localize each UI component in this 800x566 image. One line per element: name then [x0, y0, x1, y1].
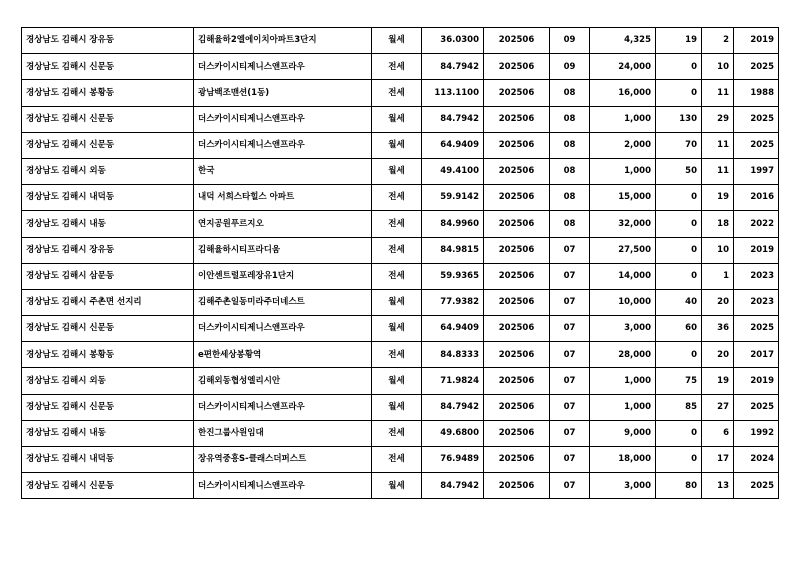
table-row — [22, 185, 779, 211]
contract-ym-cell: 202506 — [484, 447, 550, 473]
table-row — [22, 289, 779, 315]
contract-day-cell: 09 — [550, 54, 590, 80]
floor-cell: 20 — [702, 342, 734, 368]
complex-name-cell: 장유역중흥S-클래스더퍼스트 — [194, 447, 372, 473]
contract-ym-cell: 202506 — [484, 316, 550, 342]
area-cell: 76.9489 — [422, 447, 484, 473]
area-cell: 113.1100 — [422, 80, 484, 106]
rent-transaction-table — [21, 27, 779, 499]
build-year-cell: 1988 — [734, 80, 779, 106]
build-year-cell: 2019 — [734, 368, 779, 394]
table-row — [22, 263, 779, 289]
contract-ym-cell: 202506 — [484, 342, 550, 368]
floor-cell: 6 — [702, 420, 734, 446]
deposit-cell: 1,000 — [590, 394, 656, 420]
floor-cell: 10 — [702, 237, 734, 263]
monthly-rent-cell: 60 — [656, 316, 702, 342]
build-year-cell: 2019 — [734, 237, 779, 263]
table-row — [22, 368, 779, 394]
contract-ym-cell: 202506 — [484, 263, 550, 289]
lease-type-cell: 전세 — [372, 211, 422, 237]
address-cell: 경상남도 김해시 신문동 — [22, 394, 194, 420]
contract-day-cell: 08 — [550, 158, 590, 184]
deposit-cell: 24,000 — [590, 54, 656, 80]
contract-ym-cell: 202506 — [484, 54, 550, 80]
build-year-cell: 2017 — [734, 342, 779, 368]
complex-name-cell: e편한세상봉황역 — [194, 342, 372, 368]
build-year-cell: 2023 — [734, 289, 779, 315]
deposit-cell: 1,000 — [590, 158, 656, 184]
address-cell: 경상남도 김해시 내동 — [22, 420, 194, 446]
build-year-cell: 2016 — [734, 185, 779, 211]
contract-day-cell: 07 — [550, 263, 590, 289]
contract-ym-cell: 202506 — [484, 211, 550, 237]
contract-day-cell: 07 — [550, 237, 590, 263]
monthly-rent-cell: 70 — [656, 132, 702, 158]
address-cell: 경상남도 김해시 삼문동 — [22, 263, 194, 289]
address-cell: 경상남도 김해시 봉황동 — [22, 80, 194, 106]
complex-name-cell: 더스카이시티제니스앤프라우 — [194, 316, 372, 342]
lease-type-cell: 월세 — [372, 316, 422, 342]
complex-name-cell: 광남백조맨션(1동) — [194, 80, 372, 106]
floor-cell: 17 — [702, 447, 734, 473]
table-row — [22, 394, 779, 420]
monthly-rent-cell: 0 — [656, 342, 702, 368]
area-cell: 59.9142 — [422, 185, 484, 211]
area-cell: 84.9815 — [422, 237, 484, 263]
address-cell: 경상남도 김해시 외동 — [22, 158, 194, 184]
complex-name-cell: 더스카이시티제니스앤프라우 — [194, 106, 372, 132]
table-row — [22, 447, 779, 473]
complex-name-cell: 이안센트럴포레장유1단지 — [194, 263, 372, 289]
table-row — [22, 237, 779, 263]
complex-name-cell: 더스카이시티제니스앤프라우 — [194, 132, 372, 158]
build-year-cell: 2025 — [734, 473, 779, 499]
contract-ym-cell: 202506 — [484, 237, 550, 263]
complex-name-cell: 김해율하2엘에이치아파트3단지 — [194, 28, 372, 54]
contract-day-cell: 08 — [550, 106, 590, 132]
address-cell: 경상남도 김해시 신문동 — [22, 132, 194, 158]
contract-day-cell: 07 — [550, 447, 590, 473]
lease-type-cell: 월세 — [372, 158, 422, 184]
table-row — [22, 316, 779, 342]
build-year-cell: 2025 — [734, 54, 779, 80]
table-row — [22, 132, 779, 158]
lease-type-cell: 전세 — [372, 263, 422, 289]
monthly-rent-cell: 0 — [656, 80, 702, 106]
contract-day-cell: 07 — [550, 289, 590, 315]
deposit-cell: 1,000 — [590, 106, 656, 132]
monthly-rent-cell: 0 — [656, 420, 702, 446]
lease-type-cell: 전세 — [372, 447, 422, 473]
area-cell: 84.9960 — [422, 211, 484, 237]
contract-day-cell: 07 — [550, 368, 590, 394]
area-cell: 77.9382 — [422, 289, 484, 315]
deposit-cell: 3,000 — [590, 316, 656, 342]
contract-day-cell: 08 — [550, 211, 590, 237]
lease-type-cell: 월세 — [372, 368, 422, 394]
area-cell: 84.7942 — [422, 106, 484, 132]
floor-cell: 11 — [702, 158, 734, 184]
monthly-rent-cell: 0 — [656, 185, 702, 211]
area-cell: 84.7942 — [422, 394, 484, 420]
complex-name-cell: 내덕 서희스타힐스 아파트 — [194, 185, 372, 211]
area-cell: 59.9365 — [422, 263, 484, 289]
monthly-rent-cell: 50 — [656, 158, 702, 184]
deposit-cell: 4,325 — [590, 28, 656, 54]
build-year-cell: 1997 — [734, 158, 779, 184]
monthly-rent-cell: 85 — [656, 394, 702, 420]
deposit-cell: 9,000 — [590, 420, 656, 446]
contract-ym-cell: 202506 — [484, 420, 550, 446]
lease-type-cell: 월세 — [372, 289, 422, 315]
contract-day-cell: 07 — [550, 420, 590, 446]
build-year-cell: 2025 — [734, 394, 779, 420]
floor-cell: 20 — [702, 289, 734, 315]
floor-cell: 13 — [702, 473, 734, 499]
table-row — [22, 80, 779, 106]
contract-ym-cell: 202506 — [484, 185, 550, 211]
floor-cell: 36 — [702, 316, 734, 342]
complex-name-cell: 김해율하시티프라디움 — [194, 237, 372, 263]
deposit-cell: 3,000 — [590, 473, 656, 499]
area-cell: 64.9409 — [422, 316, 484, 342]
deposit-cell: 14,000 — [590, 263, 656, 289]
lease-type-cell: 월세 — [372, 394, 422, 420]
contract-ym-cell: 202506 — [484, 132, 550, 158]
deposit-cell: 1,000 — [590, 368, 656, 394]
build-year-cell: 2022 — [734, 211, 779, 237]
lease-type-cell: 전세 — [372, 185, 422, 211]
floor-cell: 1 — [702, 263, 734, 289]
monthly-rent-cell: 19 — [656, 28, 702, 54]
deposit-cell: 27,500 — [590, 237, 656, 263]
contract-day-cell: 09 — [550, 28, 590, 54]
table-row — [22, 342, 779, 368]
monthly-rent-cell: 80 — [656, 473, 702, 499]
contract-ym-cell: 202506 — [484, 158, 550, 184]
table-row — [22, 106, 779, 132]
table-body — [22, 28, 779, 499]
area-cell: 84.7942 — [422, 473, 484, 499]
area-cell: 71.9824 — [422, 368, 484, 394]
deposit-cell: 28,000 — [590, 342, 656, 368]
contract-day-cell: 08 — [550, 80, 590, 106]
address-cell: 경상남도 김해시 신문동 — [22, 54, 194, 80]
monthly-rent-cell: 75 — [656, 368, 702, 394]
area-cell: 84.8333 — [422, 342, 484, 368]
complex-name-cell: 한진그룹사원임대 — [194, 420, 372, 446]
floor-cell: 19 — [702, 368, 734, 394]
address-cell: 경상남도 김해시 신문동 — [22, 316, 194, 342]
address-cell: 경상남도 김해시 장유동 — [22, 237, 194, 263]
monthly-rent-cell: 0 — [656, 54, 702, 80]
contract-day-cell: 07 — [550, 394, 590, 420]
lease-type-cell: 월세 — [372, 28, 422, 54]
contract-ym-cell: 202506 — [484, 28, 550, 54]
complex-name-cell: 한국 — [194, 158, 372, 184]
complex-name-cell: 더스카이시티제니스앤프라우 — [194, 54, 372, 80]
complex-name-cell: 김해외동협성엘리시안 — [194, 368, 372, 394]
address-cell: 경상남도 김해시 내덕동 — [22, 185, 194, 211]
build-year-cell: 1992 — [734, 420, 779, 446]
contract-ym-cell: 202506 — [484, 106, 550, 132]
complex-name-cell: 더스카이시티제니스앤프라우 — [194, 394, 372, 420]
contract-ym-cell: 202506 — [484, 394, 550, 420]
build-year-cell: 2024 — [734, 447, 779, 473]
address-cell: 경상남도 김해시 봉황동 — [22, 342, 194, 368]
complex-name-cell: 김해주촌일동미라주더네스트 — [194, 289, 372, 315]
build-year-cell: 2025 — [734, 132, 779, 158]
build-year-cell: 2025 — [734, 316, 779, 342]
complex-name-cell: 연지공원푸르지오 — [194, 211, 372, 237]
lease-type-cell: 전세 — [372, 342, 422, 368]
build-year-cell: 2023 — [734, 263, 779, 289]
floor-cell: 27 — [702, 394, 734, 420]
contract-ym-cell: 202506 — [484, 289, 550, 315]
deposit-cell: 10,000 — [590, 289, 656, 315]
address-cell: 경상남도 김해시 외동 — [22, 368, 194, 394]
table-row — [22, 211, 779, 237]
monthly-rent-cell: 130 — [656, 106, 702, 132]
contract-ym-cell: 202506 — [484, 473, 550, 499]
lease-type-cell: 월세 — [372, 106, 422, 132]
contract-day-cell: 07 — [550, 316, 590, 342]
deposit-cell: 2,000 — [590, 132, 656, 158]
deposit-cell: 18,000 — [590, 447, 656, 473]
contract-ym-cell: 202506 — [484, 80, 550, 106]
deposit-cell: 16,000 — [590, 80, 656, 106]
lease-type-cell: 전세 — [372, 420, 422, 446]
lease-type-cell: 전세 — [372, 80, 422, 106]
build-year-cell: 2025 — [734, 106, 779, 132]
floor-cell: 19 — [702, 185, 734, 211]
contract-day-cell: 07 — [550, 342, 590, 368]
monthly-rent-cell: 0 — [656, 237, 702, 263]
lease-type-cell: 월세 — [372, 132, 422, 158]
lease-type-cell: 전세 — [372, 54, 422, 80]
monthly-rent-cell: 0 — [656, 447, 702, 473]
monthly-rent-cell: 0 — [656, 263, 702, 289]
floor-cell: 11 — [702, 80, 734, 106]
table-row — [22, 473, 779, 499]
floor-cell: 29 — [702, 106, 734, 132]
area-cell: 64.9409 — [422, 132, 484, 158]
contract-day-cell: 08 — [550, 132, 590, 158]
address-cell: 경상남도 김해시 내동 — [22, 211, 194, 237]
contract-ym-cell: 202506 — [484, 368, 550, 394]
contract-day-cell: 08 — [550, 185, 590, 211]
contract-day-cell: 07 — [550, 473, 590, 499]
monthly-rent-cell: 0 — [656, 211, 702, 237]
area-cell: 49.4100 — [422, 158, 484, 184]
floor-cell: 11 — [702, 132, 734, 158]
address-cell: 경상남도 김해시 장유동 — [22, 28, 194, 54]
floor-cell: 18 — [702, 211, 734, 237]
table-row — [22, 158, 779, 184]
lease-type-cell: 월세 — [372, 473, 422, 499]
table-row — [22, 420, 779, 446]
area-cell: 84.7942 — [422, 54, 484, 80]
address-cell: 경상남도 김해시 내덕동 — [22, 447, 194, 473]
complex-name-cell: 더스카이시티제니스앤프라우 — [194, 473, 372, 499]
deposit-cell: 32,000 — [590, 211, 656, 237]
area-cell: 36.0300 — [422, 28, 484, 54]
floor-cell: 10 — [702, 54, 734, 80]
area-cell: 49.6800 — [422, 420, 484, 446]
lease-type-cell: 전세 — [372, 237, 422, 263]
floor-cell: 2 — [702, 28, 734, 54]
deposit-cell: 15,000 — [590, 185, 656, 211]
build-year-cell: 2019 — [734, 28, 779, 54]
address-cell: 경상남도 김해시 신문동 — [22, 473, 194, 499]
address-cell: 경상남도 김해시 신문동 — [22, 106, 194, 132]
address-cell: 경상남도 김해시 주촌면 선지리 — [22, 289, 194, 315]
monthly-rent-cell: 40 — [656, 289, 702, 315]
table-row — [22, 28, 779, 54]
table-row — [22, 54, 779, 80]
